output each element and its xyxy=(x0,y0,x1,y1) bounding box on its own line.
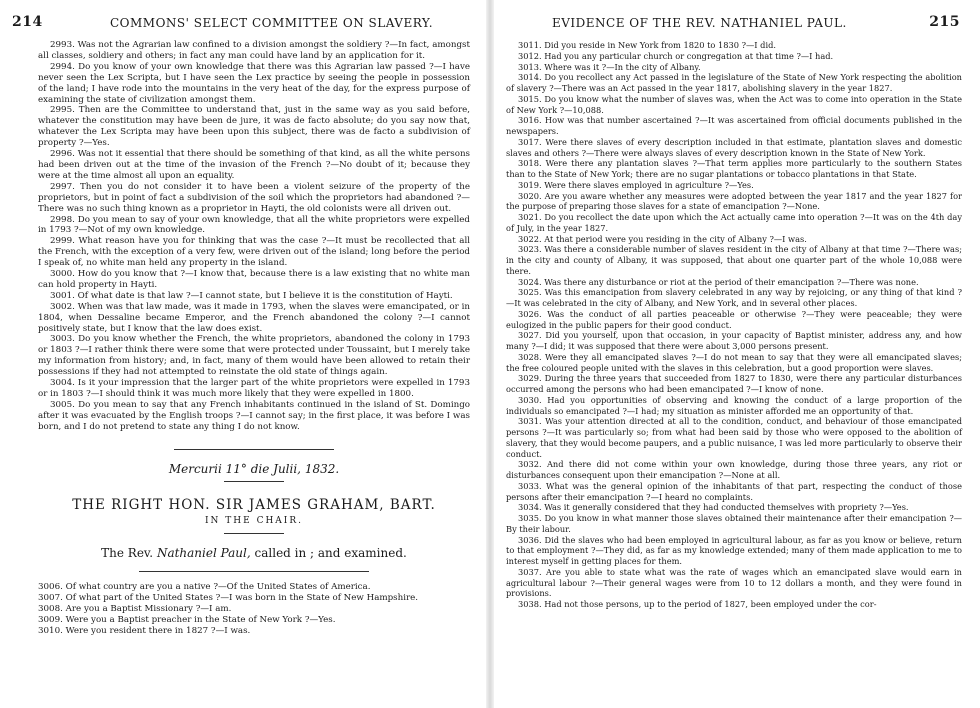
question-answer-paragraph: 2996. Was not it essential that there should be something of that kind, as all the white persons had been driven out at the time of the invasion of the French ?—No doubt of it; because they were at the time almost all upon an equality. xyxy=(38,149,470,181)
right-page-number: 215 xyxy=(929,14,960,30)
question-answer-paragraph: 3016. How was that number ascertained ?—It was ascertained from official documents published in the newspapers. xyxy=(506,115,962,136)
left-questions-before-sitting xyxy=(38,40,470,433)
question-answer-paragraph: 3038. Had not those persons, up to the period of 1827, been employed under the cor- xyxy=(518,599,877,609)
right-running-head xyxy=(552,14,960,36)
question-answer-paragraph: 3034. Was it generally considered that they had conducted themselves with propriety ?—Yes. xyxy=(518,502,909,513)
question-answer-paragraph: 3023. Was there a considerable number of slaves resident in the city of Albany at that time ?—There was; in the city and county of Albany, it was supposed, that about one quarter part of the whole 10,088 were there. xyxy=(506,244,962,276)
question-answer-paragraph: 3015. Do you know what the number of slaves was, when the Act was to come into operation in the State of New York ?—10,088. xyxy=(506,93,962,115)
question-answer-paragraph: 3024. Was there any disturbance or riot at the period of their emancipation ?—There was none. xyxy=(518,276,919,287)
question-answer-paragraph: 3003. Do you know whether the French, the white proprietors, abandoned the colony in 1793 or 1803 ?—I rather think there were some that were protected under Toussaint, but I merely take my information from history; and, in fact, many of them would have been allowed to retain their possessions if they had not attempted to reinstate the old state of things again. xyxy=(38,334,470,378)
question-answer-paragraph: 3026. Was the conduct of all parties peaceable or otherwise ?—They were peaceable; they were eulogized in the public papers for their good conduct. xyxy=(506,308,962,330)
question-answer-paragraph: 3005. Do you mean to say that any French inhabitants continued in the island of St. Domingo after it was evacuated by the English troops ?—I cannot say; in the first place, it was before I was born, and I do not pretend to state any thing I do not know. xyxy=(38,399,470,432)
question-answer-paragraph: 2993. Was not the Agrarian law confined to a division amongst the soldiery ?—In fact, amongst all classes, soldiery and others; in fact any man could have land by an application for it. xyxy=(38,40,470,61)
question-answer-paragraph: 3019. Were there slaves employed in agriculture ?—Yes. xyxy=(518,179,754,190)
left-page-number: 214 xyxy=(12,14,43,30)
question-answer-paragraph: 3031. Was your attention directed at all to the condition, conduct, and behaviour of those emancipated persons ?—It was particularly so; from what had been said by those who were opposed to the abolition of slavery, that they would become paupers, and a public nuisance, I was led more particularly to observe their conduct. xyxy=(506,416,962,459)
question-answer-paragraph: 3030. Had you opportunities of observing and knowing the conduct of a large proportion of the individuals so emancipated ?—I had; my situation as minister afforded me an opportunity of that. xyxy=(506,394,962,416)
question-answer-paragraph: 3022. At that period were you residing in the city of Albany ?—I was. xyxy=(518,233,807,244)
question-answer-paragraph: 3008. Are you a Baptist Missionary ?—I am. xyxy=(38,604,232,615)
question-answer-paragraph: 2999. What reason have you for thinking that was the case ?—It must be recollected that all the French, with the exception of a very few, were driven out of the island; long before the period I speak of, no white man held any property in the island. xyxy=(38,236,470,269)
question-answer-paragraph: 2995. Then are the Committee to understand that, just in the same way as you said before, whatever the constitution may have been de jure, it was de facto absolute; do you say now that, whatever the Lex Scripta may have been upon this subject, there was de facto a subdivision of property ?—Yes. xyxy=(38,105,470,149)
question-answer-paragraph: 3017. Were there slaves of every description included in that estimate, plantation slaves and domestic slaves and others ?—There were always slaves of every description known in the State of New York. xyxy=(506,136,962,158)
question-answer-paragraph: 3028. Were they all emancipated slaves ?—I do not mean to say that they were all emancipated slaves; the free coloured people united with the slaves in this celebration, but a good proportion were slaves. xyxy=(506,351,962,373)
right-page xyxy=(496,0,980,708)
left-questions-after-sitting xyxy=(38,582,470,637)
question-answer-paragraph: 3020. Are you aware whether any measures were adopted between the year 1817 and the year 1827 for the purpose of preparing those slaves for a state of emancipation ?—None. xyxy=(506,190,962,212)
question-answer-paragraph: 3036. Did the slaves who had been employed in agricultural labour, as far as you know or believe, return to that employment ?—They did, as far as my knowledge extended; many of them made application to me to interest myself in getting places for them. xyxy=(506,534,962,566)
question-answer-paragraph: 3014. Do you recollect any Act passed in the legislature of the State of New York respecting the abolition of slavery ?—There was an Act passed in the year 1817, abolishing slavery in the year 1827. xyxy=(506,72,962,93)
question-answer-paragraph: 2997. Then you do not consider it to have been a violent seizure of the property of the proprietors, but in point of fact a subdivision of the soil which the proprietors had abandoned ?—There was no such thing known as a proprietor in Hayti, the old colonists were all driven out. xyxy=(38,181,470,214)
question-answer-paragraph: 2998. Do you mean to say of your own knowledge, that all the white proprietors were expelled in 1793 ?—Not of my own knowledge. xyxy=(38,214,470,236)
question-answer-paragraph: 3018. Were there any plantation slaves ?—That term applies more particularly to the southern States than to the State of New York; there are no sugar plantations or tobacco plantations in that State. xyxy=(506,158,962,179)
left-body-text xyxy=(38,40,470,637)
question-answer-paragraph: 3027. Did you yourself, upon that occasion, in your capacity of Baptist minister, address any, and how many ?—I did; it was supposed that there were about 3,000 persons present. xyxy=(506,330,962,351)
left-running-title: COMMONS' SELECT COMMITTEE ON SLAVERY. xyxy=(110,16,434,30)
question-answer-paragraph: 2994. Do you know of your own knowledge that there was this Agrarian law passed ?—I have never seen the Lex Scripta, but I have seen the Lex practice by seeing the people in possession of the land; I have rode into the mountains in the very heat of the day, for the express purpose of examining the state of civilization amongst them. xyxy=(38,61,470,105)
section-divider-top xyxy=(174,449,334,450)
left-running-head xyxy=(12,14,454,36)
section-divider-short xyxy=(224,481,284,482)
question-answer-paragraph: 3000. How do you know that ?—I know that, because there is a law existing that no white man can hold property in Hayti. xyxy=(38,269,470,290)
witness-heading xyxy=(38,548,470,559)
question-answer-paragraph: 3002. When was that law made, was it made in 1793, when the slaves were emancipated, or in 1804, when Dessaline became Emperor, and the French abandoned the colony ?—I cannot positively state, but I know that the law does exist. xyxy=(38,301,470,334)
book-gutter xyxy=(486,0,494,708)
section-divider-chair xyxy=(224,533,284,534)
question-answer-paragraph: 3001. Of what date is that law ?—I cannot state, but I believe it is the constitution of Hayti. xyxy=(50,290,453,301)
sitting-date: Mercurii 11° die Julii, 1832. xyxy=(168,461,340,476)
question-answer-paragraph: 3013. Where was it ?—In the city of Albany. xyxy=(518,61,701,72)
question-answer-paragraph: 3004. Is it your impression that the larger part of the white proprietors were expelled in 1793 or in 1803 ?—I should think it was much more likely that they were expelled in 1800. xyxy=(38,378,470,399)
witness-name: Nathaniel Paul, xyxy=(156,546,251,561)
question-answer-paragraph: 3010. Were you resident there in 1827 ?—I was. xyxy=(38,625,251,636)
question-answer-paragraph: 3037. Are you able to state what was the rate of wages which an emancipated slave would earn in agricultural labour ?—Their general wages were from 10 to 12 dollars a month, and they were found in provisions. xyxy=(506,566,962,599)
right-questions xyxy=(506,40,962,610)
question-answer-paragraph: 3012. Had you any particular church or congregation at that time ?—I had. xyxy=(518,50,834,61)
question-answer-paragraph: 3021. Do you recollect the date upon which the Act actually came into operation ?—It was on the 4th day of July, in the year 1827. xyxy=(506,212,962,233)
question-answer-paragraph: 3035. Do you know in what manner those slaves obtained their maintenance after their emancipation ?—By their labour. xyxy=(506,513,962,534)
question-answer-paragraph: 3025. Was this emancipation from slavery celebrated in any way by rejoicing, or any thing of that kind ?—It was celebrated in the city of Albany, and New York, and in several other places. xyxy=(506,287,962,308)
question-answer-paragraph: 3006. Of what country are you a native ?—Of the United States of America. xyxy=(38,582,371,593)
left-page xyxy=(0,0,484,708)
question-answer-paragraph: 3032. And there did not come within your own knowledge, during those three years, any riot or disturbances consequent upon their emancipation ?—None at all. xyxy=(506,459,962,480)
chair-role: IN THE CHAIR. xyxy=(205,516,303,527)
chair-name: THE RIGHT HON. SIR JAMES GRAHAM, BART. xyxy=(72,496,436,513)
question-answer-paragraph: 3029. During the three years that succeeded from 1827 to 1830, were there any particular disturbances occurred among the persons who had been emancipated ?—I know of none. xyxy=(506,373,962,394)
witness-suffix: called in ; and examined. xyxy=(254,546,407,561)
question-answer-paragraph: 3011. Did you reside in New York from 1820 to 1830 ?—I did. xyxy=(518,40,776,50)
right-running-title: EVIDENCE OF THE REV. NATHANIEL PAUL. xyxy=(552,16,847,30)
question-answer-paragraph: 3009. Were you a Baptist preacher in the State of New York ?—Yes. xyxy=(38,614,336,625)
question-answer-paragraph: 3033. What was the general opinion of the inhabitants of that part, respecting the conduct of those persons after their emancipation ?—I heard no complaints. xyxy=(506,480,962,502)
witness-prefix: The Rev. xyxy=(101,546,154,561)
section-divider-witness xyxy=(139,571,369,572)
right-body-text xyxy=(506,40,962,610)
question-answer-paragraph: 3007. Of what part of the United States ?—I was born in the State of New Hampshire. xyxy=(38,593,419,604)
